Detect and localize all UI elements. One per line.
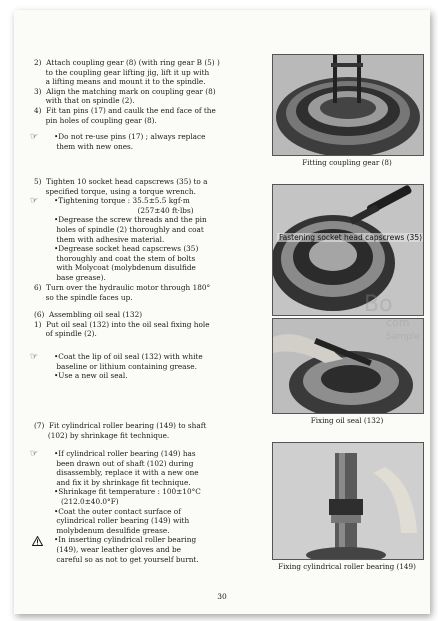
watermark-text: com: [386, 316, 410, 329]
note-line: •Tightening torque : 35.5±5.5 kgf·m: [54, 196, 190, 206]
pointing-hand-icon: ☞: [30, 132, 39, 142]
text-line: with that on spindle (2).: [34, 96, 135, 106]
note-line: (212.0±40.0°F): [54, 497, 119, 506]
photo-coupling-gear: [272, 54, 424, 156]
text-line: 5) Tighten 10 socket head capscrews (35) to a: [34, 177, 208, 186]
page-number: 30: [217, 592, 227, 601]
photo-caption: Fixing cylindrical roller bearing (149): [278, 562, 416, 571]
note-line: molybdenum desulfide grease.: [54, 525, 170, 535]
photo-caption: Fixing oil seal (132): [310, 416, 384, 425]
note-line: •Shrinkage fit temperature : 100±10°C: [54, 487, 201, 497]
note-line: •Do not re-use pins (17) ; always replace: [54, 132, 206, 141]
watermark-text: Sample: [386, 332, 420, 342]
watermark-text: Bo: [364, 292, 393, 317]
text-line: 6) Turn over the hydraulic motor through 180°: [34, 283, 211, 292]
text-line: 4) Fit tan pins (17) and caulk the end face of the: [34, 106, 216, 115]
note-line: (257±40 ft·lbs): [54, 205, 194, 215]
note-line: base grease).: [54, 273, 106, 282]
note-line: •Coat the lip of oil seal (132) with white: [54, 352, 203, 361]
note-line: careful so as not to get yourself burnt.: [54, 554, 199, 564]
note-line: •In inserting cylindrical roller bearing: [54, 535, 197, 545]
note-line: them with adhesive material.: [54, 234, 165, 244]
note-line: •If cylindrical roller bearing (149) has: [54, 449, 196, 458]
text-line: so the spindle faces up.: [34, 292, 133, 302]
text-line: of spindle (2).: [34, 329, 97, 339]
note-line: been drawn out of shaft (102) during: [54, 458, 194, 468]
text-line: 1) Put oil seal (132) into the oil seal fixing hole: [34, 319, 210, 329]
text-line: (102) by shrinkage fit technique.: [34, 430, 170, 440]
pointing-hand-icon: ☞: [30, 449, 39, 459]
note-line: cylindrical roller bearing (149) with: [54, 516, 190, 526]
pointing-hand-icon: ☞: [30, 196, 39, 206]
photo-fastening-capscrews: [272, 184, 424, 316]
note-line: them with new ones.: [54, 141, 134, 151]
note-line: •Coat the outer contact surface of: [54, 506, 181, 516]
text-line: to the coupling gear lifting jig, lift it up with: [34, 67, 210, 77]
note-line: •Use a new oil seal.: [54, 371, 128, 381]
photo-overlay-text: Fastening socket head capscrews (35): [279, 233, 423, 242]
note-line: (149), wear leather gloves and be: [54, 545, 181, 554]
section-heading: (7) Fit cylindrical roller bearing (149) to shaft: [34, 421, 207, 430]
note-line: thoroughly and coat the stem of bolts: [54, 253, 196, 263]
note-line: •Degrease the screw threads and the pin: [54, 215, 207, 225]
pointing-hand-icon: ☞: [30, 352, 39, 362]
photo-caption: Fitting coupling gear (8): [302, 158, 392, 167]
note-line: baseline or lithium containing grease.: [54, 361, 197, 371]
note-line: with Molycoat (molybdenum disulfide: [54, 263, 196, 273]
manual-page: [14, 10, 430, 614]
text-line: pin holes of coupling gear (8).: [34, 115, 157, 125]
text-line: specified torque, using a torque wrench.: [34, 186, 196, 196]
warning-icon: [32, 536, 43, 546]
text-line: 2) Attach coupling gear (8) (with ring gear B (5) ): [34, 58, 220, 67]
note-line: disassembly, replace it with a new one: [54, 468, 199, 478]
note-line: •Degrease socket head capscrews (35): [54, 244, 199, 254]
photo-roller-bearing: [272, 442, 424, 560]
text-line: a lifting means and mount it to the spindle.: [34, 77, 206, 87]
note-line: holes of spindle (2) thoroughly and coat: [54, 225, 204, 234]
note-line: and fix it by shrinkage fit technique.: [54, 477, 191, 487]
section-heading: (6) Assembling oil seal (132): [34, 310, 143, 319]
text-line: 3) Align the matching mark on coupling gear (8): [34, 86, 216, 96]
